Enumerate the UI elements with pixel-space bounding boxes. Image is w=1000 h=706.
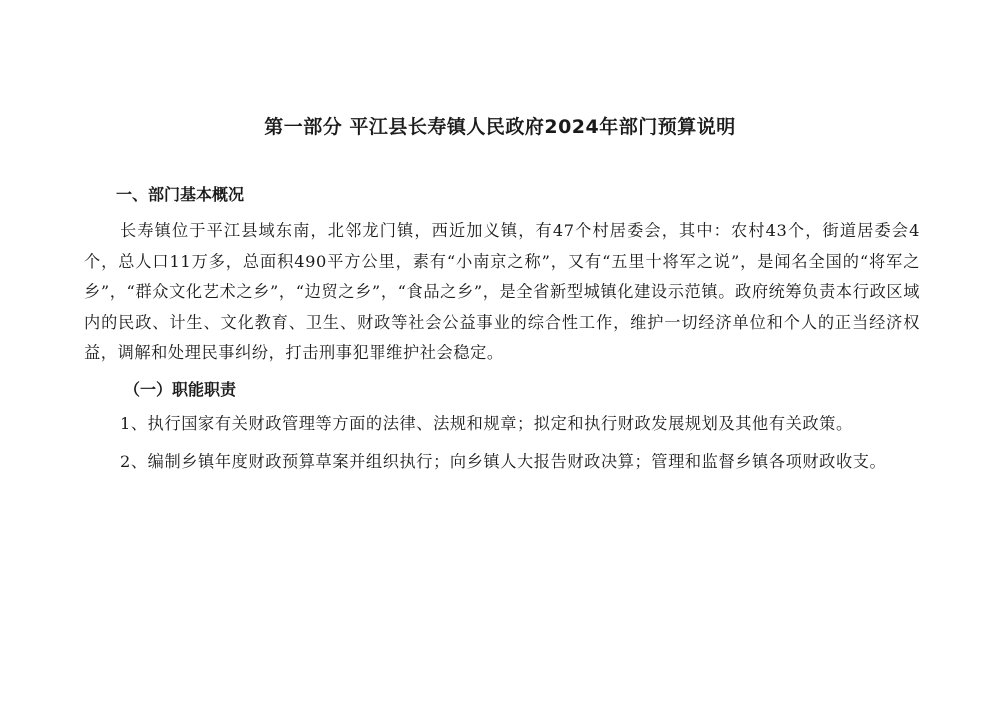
section-heading-basic-overview: 一、部门基本概况 <box>116 185 245 204</box>
subsection-heading-duties: （一）职能职责 <box>124 379 237 399</box>
overview-paragraph: 长寿镇位于平江县域东南，北邻龙门镇，西近加义镇，有47个村居委会，其中：农村43个，街道居委会4个，总人口11万多，总面积490平方公里，素有“小南京之称”，又有“五里十将军之说”，是闻名全国的“将军之乡”，“群众文化艺术之乡”，“边贸之乡”，“食品之乡”，是全省新型城镇化建设示范镇。政府统筹负责本行政区域内的民政、计生、文化教育、卫生、财政等社会公益事业的综合性工作，维护一切经济单位和个人的正当经济权益，调解和处理民事纠纷，打击刑事犯罪维护社会稳定。 <box>84 221 920 362</box>
duty-item-2: 2、编制乡镇年度财政预算草案并组织执行；向乡镇人大报告财政决算；管理和监督乡镇各项财政收支。 <box>120 451 887 471</box>
document-title: 第一部分 平江县长寿镇人民政府2024年部门预算说明 <box>264 116 736 138</box>
document-body <box>84 180 920 485</box>
duty-item-1: 1、执行国家有关财政管理等方面的法律、法规和规章；拟定和执行财政发展规划及其他有关政策。 <box>120 413 853 433</box>
